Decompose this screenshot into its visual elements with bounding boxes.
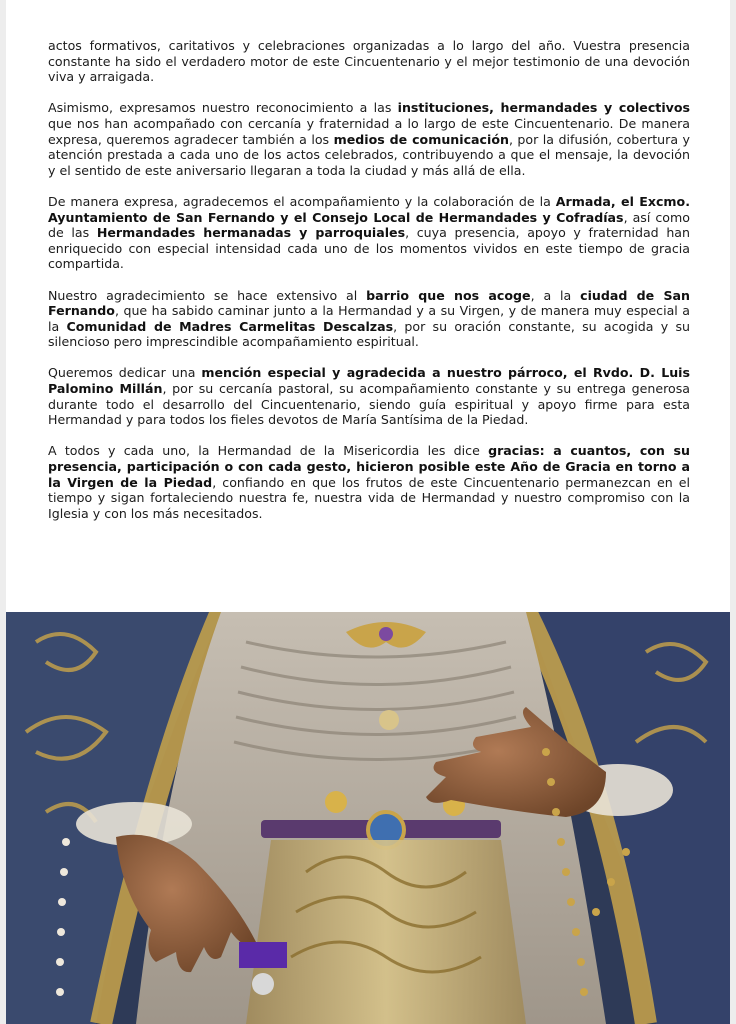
document-page bbox=[6, 0, 730, 1024]
text-run: , a la bbox=[530, 287, 581, 303]
virgin-statue-photo bbox=[6, 612, 730, 1024]
paragraph bbox=[48, 100, 690, 178]
text-run: , por su cercanía pastoral, su acompañamiento constante y su entrega generosa durante todo el desarrollo del Cincuentenario, siendo guía espiritual y apoyo firme para esta Hermandad y para todos los fieles devotos de María Santísima de la Piedad. bbox=[48, 381, 690, 428]
text-run: Queremos dedicar una bbox=[48, 365, 202, 381]
text-run: actos formativos, caritativos y celebraciones organizadas a lo largo del año. Vuestra presencia constante ha sido el verdadero motor de este Cincuentenario y el mejor testimonio de una devoción viva y arraigada. bbox=[48, 38, 690, 85]
text-run: , que ha sabido caminar junto a la Hermandad y a su Virgen, y de manera muy especial a la bbox=[48, 303, 690, 334]
bold-text: mención especial y agradecida a nuestro párroco, el Rvdo. D. Luis Palomino Millán bbox=[48, 365, 690, 397]
bold-text: Armada, el Excmo. Ayuntamiento de San Fernando y el Consejo Local de Hermandades y Cofradías bbox=[48, 193, 690, 225]
text-run: , por la difusión, cobertura y atención prestada a cada uno de los actos celebrados, contribuyendo a que el mensaje, la devoción y el sentido de este aniversario llegaran a toda la ciudad y más allá de ella. bbox=[48, 131, 690, 178]
bold-text: Hermandades hermanadas y parroquiales bbox=[96, 225, 406, 241]
paragraph bbox=[48, 38, 690, 85]
text-run: , por su oración constante, su acogida y su silencioso pero imprescindible acompañamiento espiritual. bbox=[48, 318, 690, 350]
text-run: que nos han acompañado con cercanía y fraternidad a lo largo de este Cincuentenario. De manera expresa, queremos agradecer también a los bbox=[48, 115, 690, 147]
paragraph bbox=[48, 365, 690, 427]
text-run: Asimismo, expresamos nuestro reconocimiento a las bbox=[48, 100, 398, 116]
body-text bbox=[48, 38, 690, 537]
text-run: , así como de las bbox=[48, 209, 690, 241]
bold-text: Comunidad de Madres Carmelitas Descalzas bbox=[66, 318, 394, 334]
text-run: , confiando en que los frutos de este Cincuentenario permanezcan en el tiempo y sigan fortaleciendo nuestra fe, nuestra vida de Hermandad y nuestro compromiso con la Iglesia y con los más necesitados. bbox=[48, 474, 690, 521]
text-run: De manera expresa, agradecemos el acompañamiento y la colaboración de la bbox=[48, 193, 556, 209]
bold-text: instituciones, hermandades y colectivos bbox=[397, 100, 690, 116]
paragraph bbox=[48, 443, 690, 521]
text-run: Nuestro agradecimiento se hace extensivo al bbox=[48, 287, 367, 303]
paragraph bbox=[48, 194, 690, 272]
bold-text: ciudad de San Fernando bbox=[48, 287, 691, 319]
bold-text: medios de comunicación bbox=[333, 131, 509, 147]
text-run: , cuya presencia, apoyo y fraternidad han enriquecido con especial intensidad cada uno de los momentos vividos en este tiempo de gracia compartida. bbox=[48, 225, 691, 272]
text-run: A todos y cada uno, la Hermandad de la Misericordia les dice bbox=[48, 443, 489, 459]
bold-text: gracias: a cuantos, con su presencia, participación o con cada gesto, hicieron posible este Año de Gracia en torno a la Virgen de la Piedad bbox=[48, 443, 690, 490]
bold-text: barrio que nos acoge bbox=[366, 287, 531, 303]
paragraph bbox=[48, 288, 690, 350]
